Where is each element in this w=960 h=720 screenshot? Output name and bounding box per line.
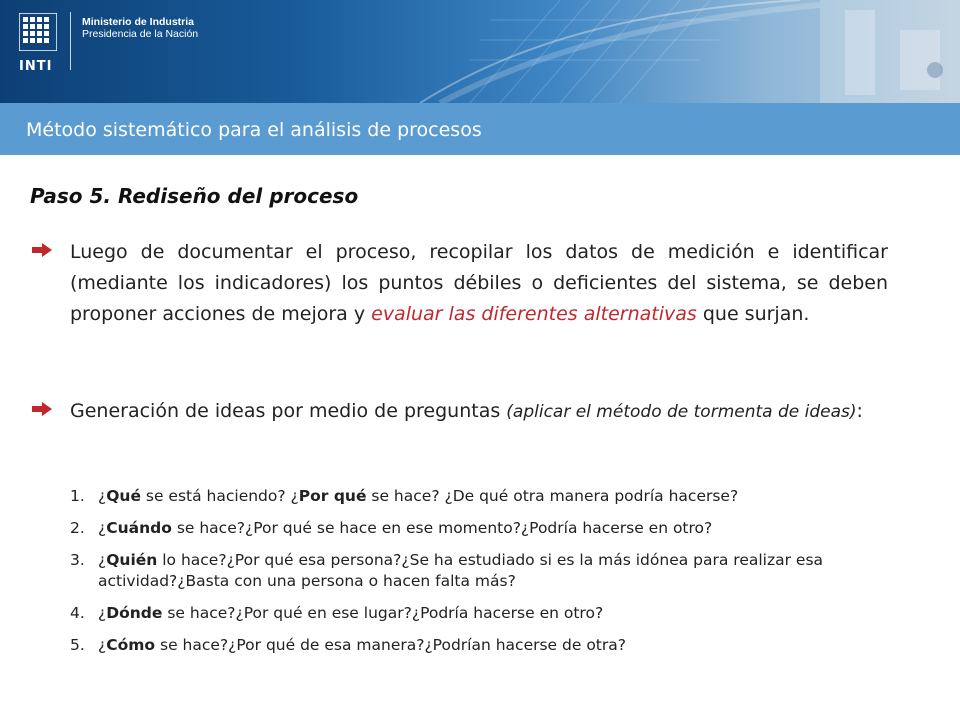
bullet-text-end: : <box>856 400 863 422</box>
inti-logo-text: INTI <box>19 59 53 74</box>
question-prefix: ¿ <box>98 551 107 569</box>
logo-divider <box>70 12 71 70</box>
list-number: 3. <box>70 551 85 569</box>
list-number: 1. <box>70 487 85 505</box>
question-text: se hace?¿Por qué de esa manera?¿Podrían hacerse de otra? <box>155 636 626 654</box>
question-keyword: Qué <box>106 487 141 505</box>
red-arrow-icon <box>32 402 52 416</box>
inti-logo-icon <box>19 13 57 51</box>
list-item <box>70 550 890 592</box>
list-item <box>70 635 890 656</box>
bullet-text-end: que surjan. <box>696 303 810 325</box>
title-bar <box>0 103 960 155</box>
list-number: 4. <box>70 604 85 622</box>
red-arrow-icon <box>32 243 52 257</box>
bullet-text <box>70 396 888 428</box>
bullet-text-italic: (aplicar el método de tormenta de ideas) <box>506 402 857 422</box>
question-keyword: Cómo <box>106 636 156 654</box>
question-list <box>70 486 890 667</box>
question-keyword: Cuándo <box>106 519 172 537</box>
list-number: 2. <box>70 519 85 537</box>
list-number: 5. <box>70 636 85 654</box>
step-heading: Paso 5. Rediseño del proceso <box>30 184 359 208</box>
list-item <box>70 518 890 539</box>
question-keyword-2: Por qué <box>298 487 367 505</box>
header-banner <box>0 0 960 103</box>
question-text: se está haciendo? ¿ <box>140 487 299 505</box>
question-text: se hace?¿Por qué en ese lugar?¿Podría hacerse en otro? <box>162 604 604 622</box>
list-item <box>70 486 890 507</box>
ministry-line-1: Ministerio de Industria <box>82 16 195 28</box>
question-text: se hace?¿Por qué se hace en ese momento?¿Podría hacerse en otro? <box>171 519 713 537</box>
question-keyword: Quién <box>106 551 158 569</box>
ministry-line-2: Presidencia de la Nación <box>82 28 199 40</box>
question-keyword: Dónde <box>106 604 163 622</box>
bullet-text-highlight: evaluar las diferentes alternativas <box>371 303 697 325</box>
bullet-text-main: Luego de documentar el proceso, recopilar los datos de medición e identificar (mediante los indicadores) los puntos débiles o deficientes del sistema, se deben proponer acciones de mejora y <box>70 241 888 325</box>
bullet-text-main: Generación de ideas por medio de preguntas <box>70 400 507 422</box>
question-prefix: ¿ <box>98 519 107 537</box>
bullet-text <box>70 237 888 330</box>
question-prefix: ¿ <box>98 604 107 622</box>
question-text: lo hace?¿Por qué esa persona?¿Se ha estudiado si es la más idónea para realizar esa actividad?¿Basta con una persona o hacen falta más? <box>98 551 824 590</box>
slide-title: Método sistemático para el análisis de procesos <box>26 119 482 141</box>
ministry-label <box>82 16 198 40</box>
list-item <box>70 603 890 624</box>
question-prefix: ¿ <box>98 636 107 654</box>
question-prefix: ¿ <box>98 487 107 505</box>
question-text-2: se hace? ¿De qué otra manera podría hacerse? <box>366 487 739 505</box>
